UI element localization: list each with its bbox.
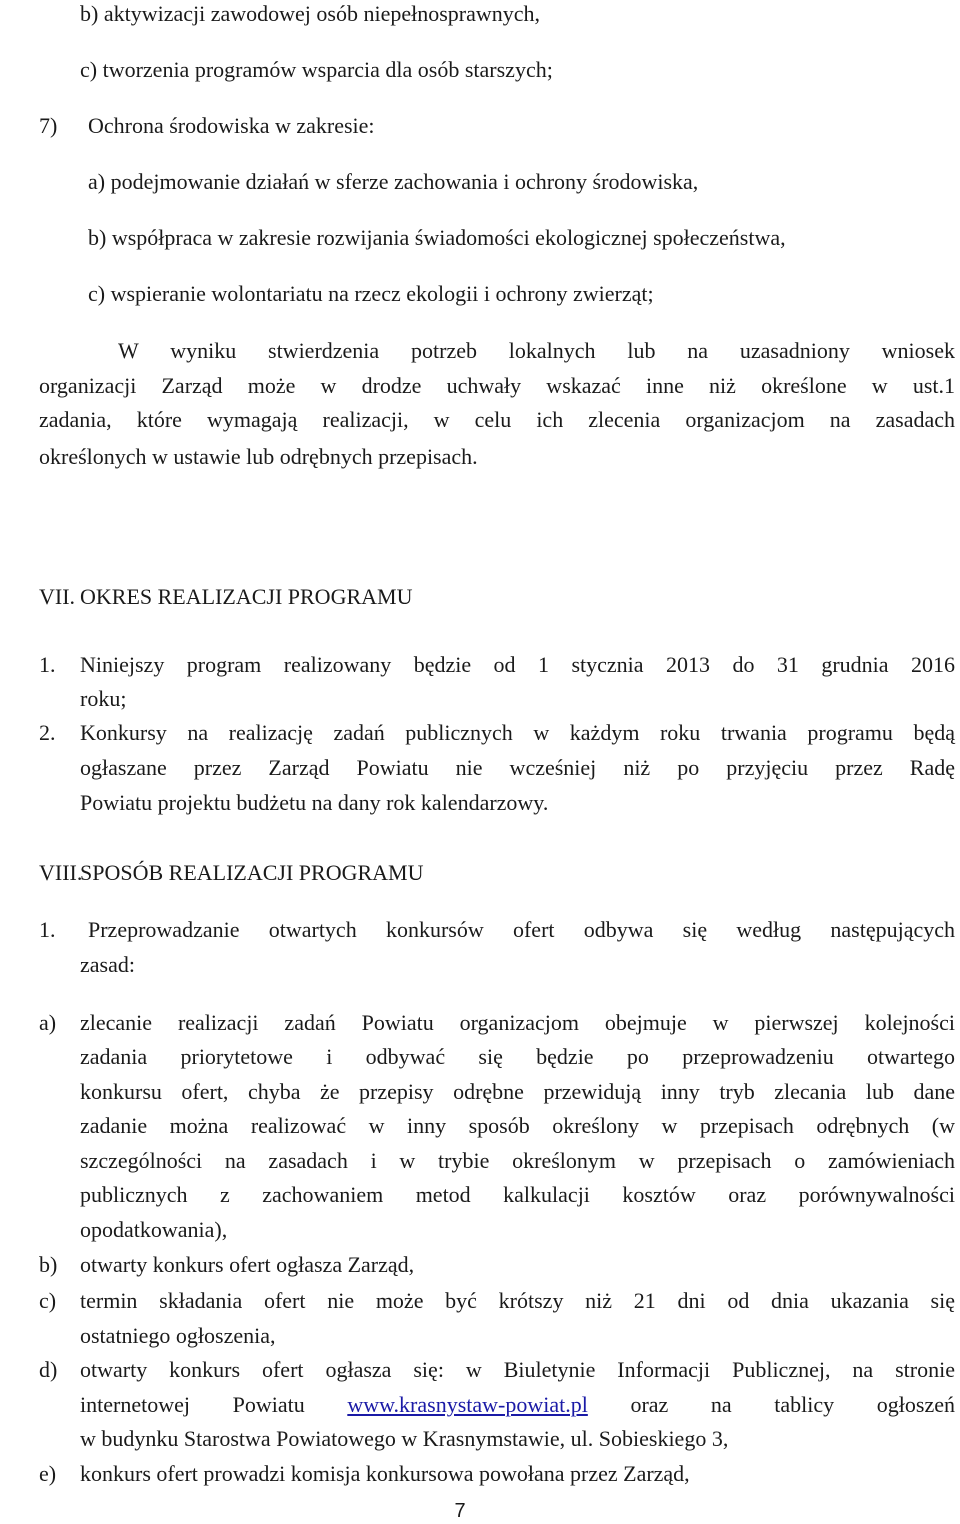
- item-7-text: Ochrona środowiska w zakresie:: [88, 113, 375, 138]
- section-7-item-1-line-2: roku;: [80, 686, 127, 711]
- section-8-item-1-number: 1.: [39, 917, 56, 942]
- paragraph-line-3: zadania, które wymagają realizacji, w celu ich zlecenia organizacjom na zasadach: [39, 407, 955, 432]
- section-7-item-1-line-1: Niniejszy program realizowany będzie od 1 stycznia 2013 do 31 grudnia 2016: [80, 652, 955, 677]
- item-d-word-internetowej: internetowej: [80, 1392, 190, 1417]
- item-a-dzialan: a) podejmowanie działań w sferze zachowania i ochrony środowiska,: [88, 169, 699, 194]
- item-d-line-1: otwarty konkurs ofert ogłasza się: w Biuletynie Informacji Publicznej, na stronie: [80, 1357, 955, 1382]
- item-c-number: c): [39, 1288, 57, 1313]
- item-e-number: e): [39, 1461, 57, 1486]
- item-c-line-2: ostatniego ogłoszenia,: [80, 1323, 276, 1348]
- item-a-line-4: zadanie można realizować w inny sposób określony w przepisach odrębnych (w: [80, 1113, 955, 1138]
- item-d-number: d): [39, 1357, 58, 1382]
- item-b-number: b): [39, 1252, 58, 1277]
- section-8-title: SPOSÓB REALIZACJI PROGRAMU: [80, 860, 424, 885]
- item-7-number: 7): [39, 113, 58, 138]
- item-d-word-na: na: [710, 1392, 732, 1417]
- paragraph-line-4: określonych w ustawie lub odrębnych przepisach.: [39, 444, 478, 469]
- item-d-line-3: w budynku Starostwa Powiatowego w Krasnymstawie, ul. Sobieskiego 3,: [80, 1426, 729, 1451]
- item-e-text: konkurs ofert prowadzi komisja konkursowa powołana przez Zarząd,: [80, 1461, 690, 1486]
- item-c-programow: c) tworzenia programów wsparcia dla osób starszych;: [80, 57, 553, 82]
- section-7-item-2-line-1: Konkursy na realizację zadań publicznych w każdym roku trwania programu będą: [80, 720, 955, 745]
- item-d-word-powiatu: Powiatu: [232, 1392, 305, 1417]
- website-link[interactable]: www.krasnystaw-powiat.pl: [347, 1392, 588, 1417]
- paragraph-line-2: organizacji Zarząd może w drodze uchwały wskazać inne niż określone w ust.1: [39, 373, 955, 398]
- section-7-number: VII.: [39, 584, 76, 609]
- item-a-line-1: zlecanie realizacji zadań Powiatu organizacjom obejmuje w pierwszej kolejności: [80, 1010, 955, 1035]
- section-7-item-2-number: 2.: [39, 720, 56, 745]
- section-8-heading: [0, 859, 960, 887]
- item-b-wspolpraca: b) współpraca w zakresie rozwijania świadomości ekologicznej społeczeństwa,: [88, 225, 786, 250]
- item-a-line-5: szczególności na zasadach i w trybie określonym w przepisach o zamówieniach: [80, 1148, 955, 1173]
- item-d-word-oraz: oraz: [630, 1392, 669, 1417]
- item-d-word-ogloszen: ogłoszeń: [876, 1392, 955, 1417]
- section-7-heading: [0, 583, 960, 611]
- item-a-line-7: opodatkowania),: [80, 1217, 228, 1242]
- section-8-item-1-line-2: zasad:: [80, 952, 135, 977]
- item-d-word-tablicy: tablicy: [774, 1392, 835, 1417]
- section-7-item-1-number: 1.: [39, 652, 56, 677]
- item-a-line-6: publicznych z zachowaniem metod kalkulacji kosztów oraz porównywalności: [80, 1182, 955, 1207]
- section-7-title: OKRES REALIZACJI PROGRAMU: [80, 584, 413, 609]
- item-c-wolontariat: c) wspieranie wolontariatu na rzecz ekologii i ochrony zwierząt;: [88, 281, 654, 306]
- section-8-number: VIII.: [39, 860, 83, 885]
- page-number: 7: [454, 1500, 466, 1522]
- item-d-line-2: [80, 1391, 955, 1419]
- item-b-text: otwarty konkurs ofert ogłasza Zarząd,: [80, 1252, 415, 1277]
- section-8-item-1-line-1: Przeprowadzanie otwartych konkursów ofert odbywa się według następujących: [88, 917, 955, 942]
- item-a-number: a): [39, 1010, 57, 1035]
- item-a-line-3: konkursu ofert, chyba że przepisy odrębne przewidują inny tryb zlecania lub dane: [80, 1079, 955, 1104]
- section-7-item-2-line-3: Powiatu projektu budżetu na dany rok kalendarzowy.: [80, 790, 549, 815]
- section-7-item-2-line-2: ogłaszane przez Zarząd Powiatu nie wcześniej niż po przyjęciu przez Radę: [80, 755, 955, 780]
- item-a-line-2: zadania priorytetowe i odbywać się będzie po przeprowadzeniu otwartego: [80, 1044, 955, 1069]
- item-c-line-1: termin składania ofert nie może być krótszy niż 21 dni od dnia ukazania się: [80, 1288, 955, 1313]
- item-b-aktywizacji: b) aktywizacji zawodowej osób niepełnosprawnych,: [80, 1, 541, 26]
- paragraph-line-1: W wyniku stwierdzenia potrzeb lokalnych lub na uzasadniony wniosek: [118, 338, 955, 363]
